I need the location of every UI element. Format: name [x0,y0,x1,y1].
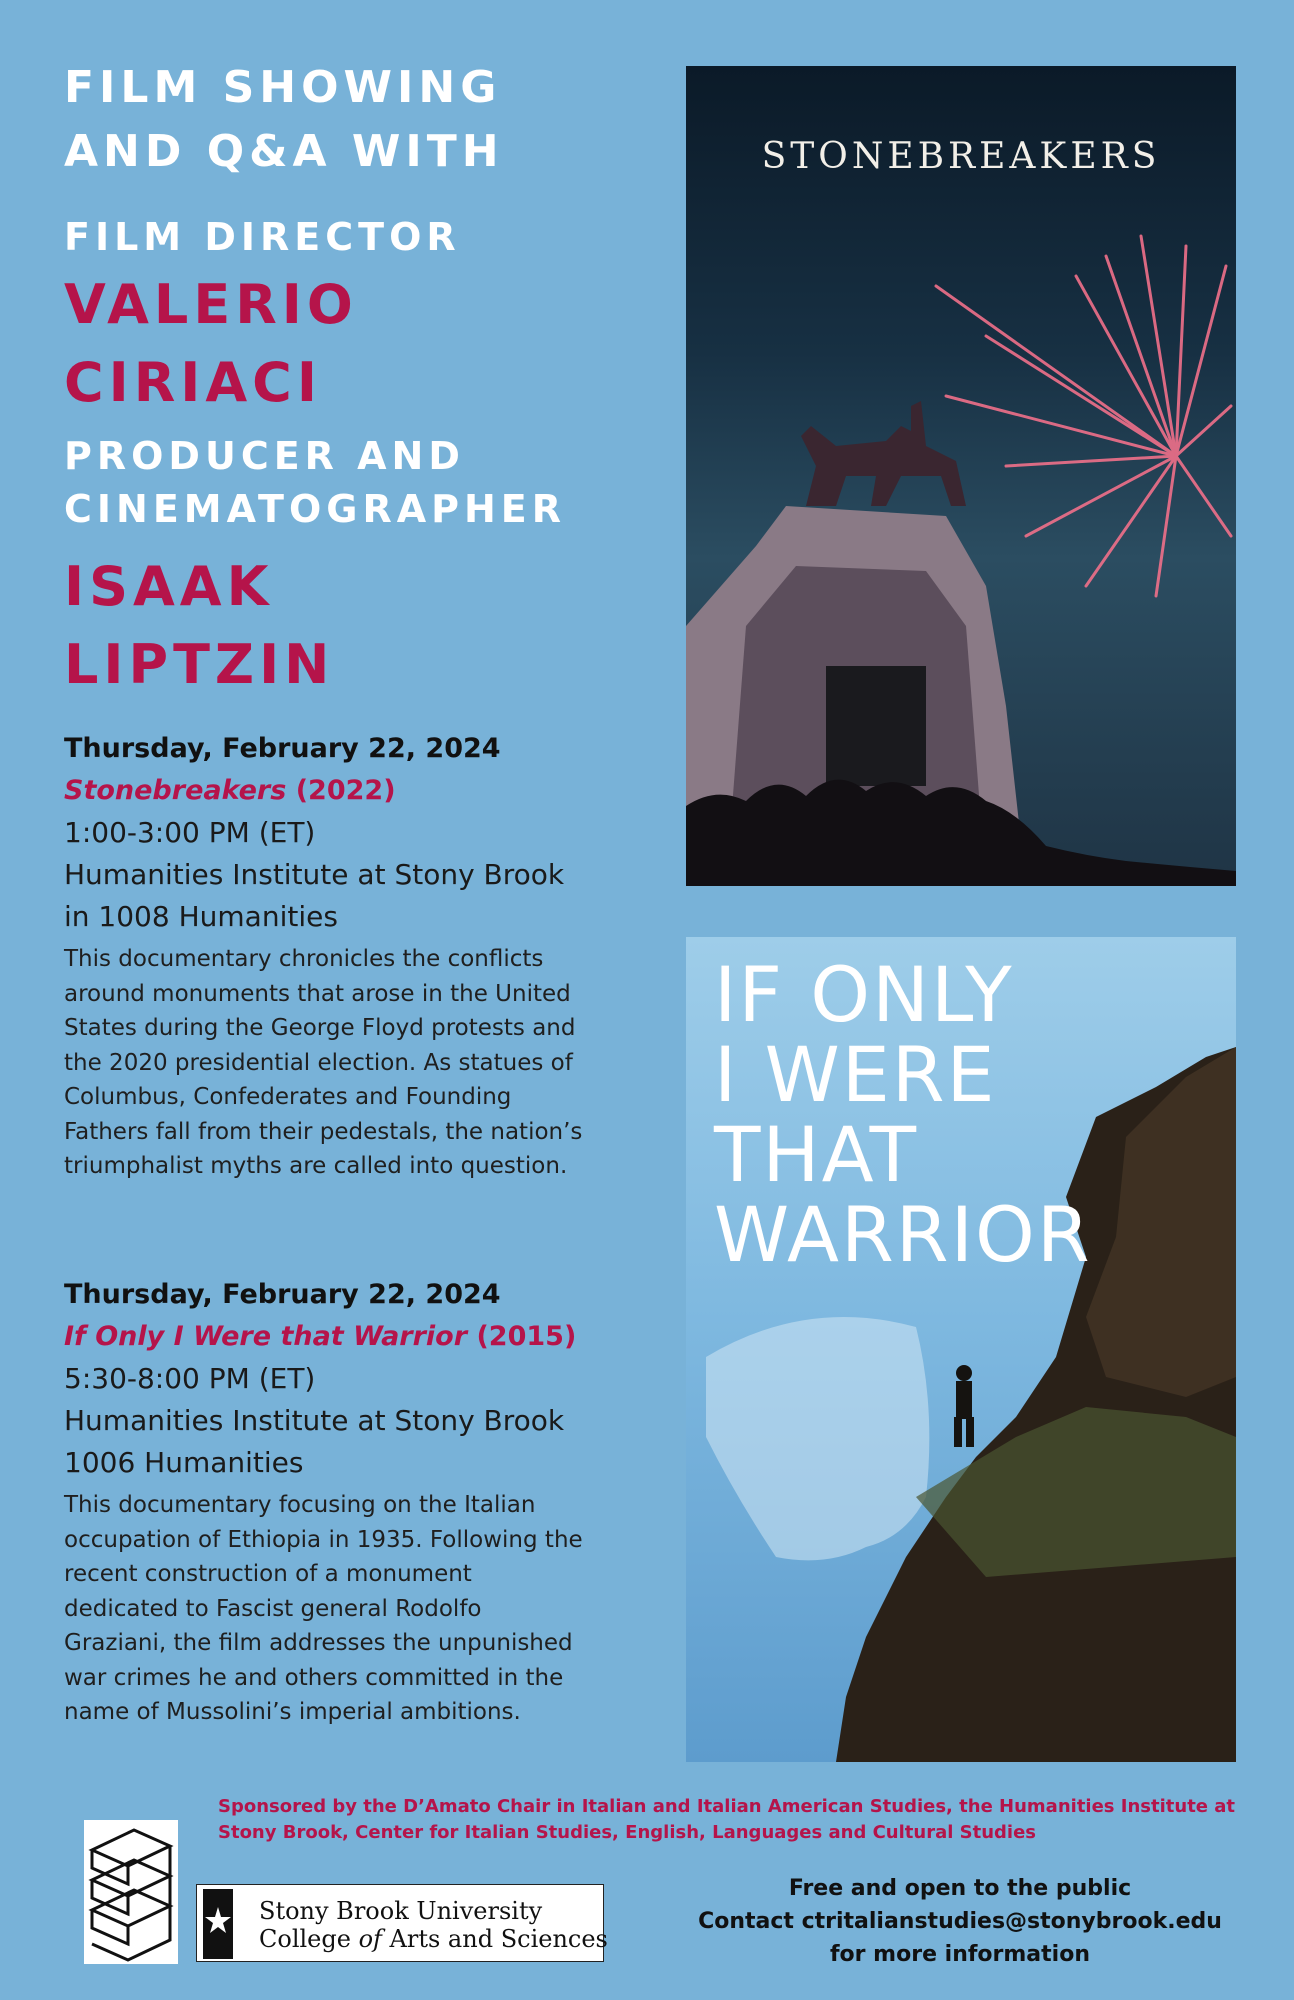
warrior-title-line: THAT [714,1110,919,1199]
warrior-poster [686,937,1236,1762]
event-description: This documentary focusing on the Italian occupation of Ethiopia in 1935. Following the recent construction of a monument dedicated to Fascist general Rodolfo Graziani, the film addresses the unpunished war crimes he and others committed in the name of Mussolini’s imperial ambitions. [64,1492,583,1725]
university-name [259,1897,608,1953]
heading-qa-with: AND Q&A WITH [64,126,504,177]
stonebreakers-title: STONEBREAKERS [761,136,1161,177]
college-post: Arts and Sciences [381,1925,608,1953]
stonebreakers-poster [686,66,1236,886]
college-pre: College [259,1925,359,1953]
event-date: Thursday, February 22, 2024 [64,733,501,764]
event-warrior [64,1274,624,1730]
role-film-director: FILM DIRECTOR [64,215,461,259]
event-venue: Humanities Institute at Stony Brook [64,1404,565,1437]
film-year: (2015) [476,1321,577,1352]
free-text: Free and open to the public [788,1876,1132,1901]
role-cinematographer: CINEMATOGRAPHER [64,487,567,531]
name-liptzin: LIPTZIN [64,633,335,696]
role-producer: PRODUCER AND [64,434,465,478]
warrior-title-line: WARRIOR [714,1190,1092,1279]
stonebreakers-artwork [686,66,1236,886]
name-isaak: ISAAK [64,555,274,618]
event-time: 1:00-3:00 PM (ET) [64,816,316,849]
event-stonebreakers [64,728,624,1184]
event-room: in 1008 Humanities [64,900,338,933]
stony-brook-logo [196,1884,608,1962]
college-of: of [358,1925,382,1953]
sponsor-text: Sponsored by the D’Amato Chair in Italian and Italian American Studies, the Humanities Institute at Stony Brook, Center for Italian Studies, English, Languages and Cultural Studies [218,1796,1236,1843]
college-line [259,1925,608,1953]
event-time: 5:30-8:00 PM (ET) [64,1362,316,1395]
contact-text: Contact ctritalianstudies@stonybrook.edu [698,1909,1222,1934]
event-room: 1006 Humanities [64,1446,304,1479]
event-description: This documentary chronicles the conflicts around monuments that arose in the United States during the George Floyd protests and the 2020 presidential election. As statues of Columbus, Confederates and Founding Fathers fall from their pedestals, the nation’s triumphalist myths are called into question. [64,946,583,1179]
film-title: If Only I Were that Warrior [64,1321,468,1352]
stacked-blocks-logo [84,1820,178,1964]
name-ciriaci: CIRIACI [64,351,322,414]
more-info-text: for more information [829,1942,1090,1967]
film-year: (2022) [295,775,396,806]
event-venue: Humanities Institute at Stony Brook [64,858,565,891]
warrior-title [714,950,1092,1279]
warrior-title-line: IF ONLY [714,950,1014,1039]
event-film [64,1316,624,1358]
heading-film-showing: FILM SHOWING [64,62,502,113]
film-title: Stonebreakers [64,775,287,806]
university-line: Stony Brook University [259,1897,543,1925]
star-icon [203,1889,233,1959]
public-info [620,1872,1294,1971]
warrior-title-line: I WERE [714,1030,997,1119]
event-date: Thursday, February 22, 2024 [64,1279,501,1310]
event-film [64,770,624,812]
name-valerio: VALERIO [64,273,358,336]
